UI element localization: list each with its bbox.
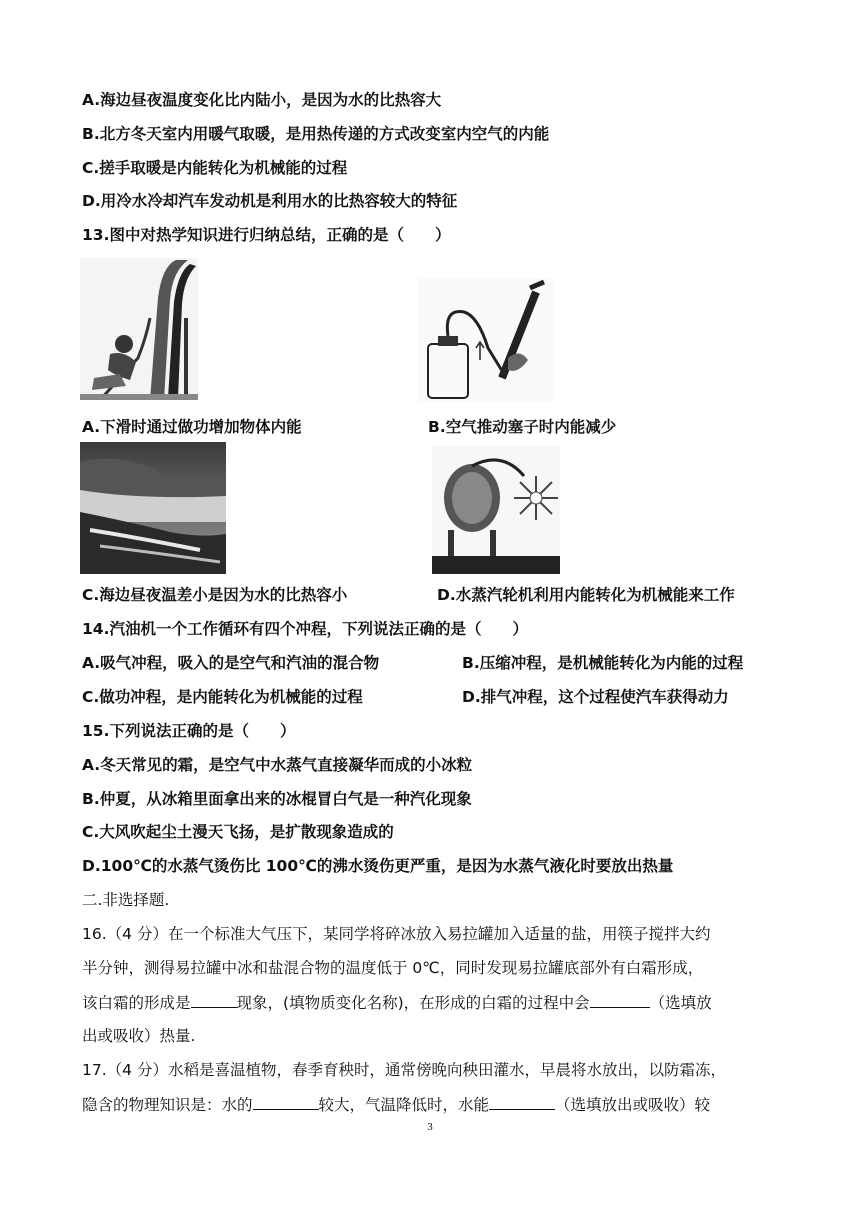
q17-line-2 bbox=[82, 1094, 710, 1115]
q14-option-c: C.做功冲程，是内能转化为机械能的过程 bbox=[82, 688, 363, 706]
q13-option-b: B.空气推动塞子时内能减少 bbox=[428, 418, 617, 436]
q15-option-d: D.100℃的水蒸气烫伤比 100℃的沸水烫伤更严重，是因为水蒸气液化时要放出热量 bbox=[82, 857, 674, 875]
q17-line-2-part-3: （选填放出或吸收）较 bbox=[555, 1096, 711, 1114]
q13-option-c: C.海边昼夜温差小是因为水的比热容小 bbox=[82, 586, 348, 604]
q15-stem: 15.下列说法正确的是（ ） bbox=[82, 722, 296, 740]
q14-option-a: A.吸气冲程，吸入的是空气和汽油的混合物 bbox=[82, 654, 380, 672]
q14-option-d: D.排气冲程，这个过程使汽车获得动力 bbox=[462, 688, 729, 706]
q16-line-4: 出或吸收）热量. bbox=[82, 1027, 196, 1045]
q13-stem: 13.图中对热学知识进行归纳总结，正确的是（ ） bbox=[82, 226, 451, 244]
q17-blank-2[interactable] bbox=[489, 1094, 555, 1110]
q17-blank-1[interactable] bbox=[253, 1094, 319, 1110]
q12-option-c: C.搓手取暖是内能转化为机械能的过程 bbox=[82, 159, 348, 177]
slide-figure bbox=[80, 258, 198, 400]
page-number: 3 bbox=[427, 1121, 433, 1133]
q13-option-a: A.下滑时通过做功增加物体内能 bbox=[82, 418, 302, 436]
q17-line-2-part-1: 隐含的物理知识是：水的 bbox=[82, 1096, 253, 1114]
q16-line-3-part-2: 现象，(填物质变化名称)，在形成的白霜的过程中会 bbox=[236, 994, 590, 1012]
q17-line-2-part-2: 较大，气温降低时，水能 bbox=[318, 1096, 490, 1114]
q16-line-3 bbox=[82, 992, 712, 1013]
q16-line-3-part-3: （选填放 bbox=[649, 994, 712, 1012]
bottle-pump-figure bbox=[418, 278, 554, 402]
q16-blank-2[interactable] bbox=[590, 992, 650, 1008]
q14-stem: 14.汽油机一个工作循环有四个冲程，下列说法正确的是（ ） bbox=[82, 620, 528, 638]
q16-line-3-part-1: 该白霜的形成是 bbox=[82, 994, 191, 1012]
q12-option-b: B.北方冬天室内用暖气取暖，是用热传递的方式改变室内空气的内能 bbox=[82, 125, 550, 143]
q15-option-c: C.大风吹起尘土漫天飞扬，是扩散现象造成的 bbox=[82, 823, 394, 841]
q12-option-a: A.海边昼夜温度变化比内陆小，是因为水的比热容大 bbox=[82, 91, 442, 109]
q12-option-d: D.用冷水冷却汽车发动机是利用水的比热容较大的特征 bbox=[82, 192, 458, 210]
q13-option-d: D.水蒸汽轮机利用内能转化为机械能来工作 bbox=[437, 586, 735, 604]
q16-line-2: 半分钟，测得易拉罐中冰和盐混合物的温度低于 0℃，同时发现易拉罐底部外有白霜形成， bbox=[82, 959, 704, 977]
q14-option-b: B.压缩冲程，是机械能转化为内能的过程 bbox=[462, 654, 744, 672]
q16-blank-1[interactable] bbox=[191, 992, 237, 1008]
q15-option-b: B.仲夏，从冰箱里面拿出来的冰棍冒白气是一种汽化现象 bbox=[82, 790, 472, 808]
seaside-photo bbox=[80, 442, 226, 574]
steam-turbine-figure bbox=[432, 446, 560, 574]
q16-line-1: 16.（4 分）在一个标准大气压下，某同学将碎冰放入易拉罐加入适量的盐，用筷子搅拌大约 bbox=[82, 925, 711, 943]
q15-option-a: A.冬天常见的霜，是空气中水蒸气直接凝华而成的小冰粒 bbox=[82, 756, 473, 774]
section-heading: 二.非选择题. bbox=[82, 891, 170, 909]
q17-line-1: 17.（4 分）水稻是喜温植物，春季育秧时，通常傍晚向秧田灌水，早晨将水放出，以防霜冻， bbox=[82, 1061, 726, 1079]
